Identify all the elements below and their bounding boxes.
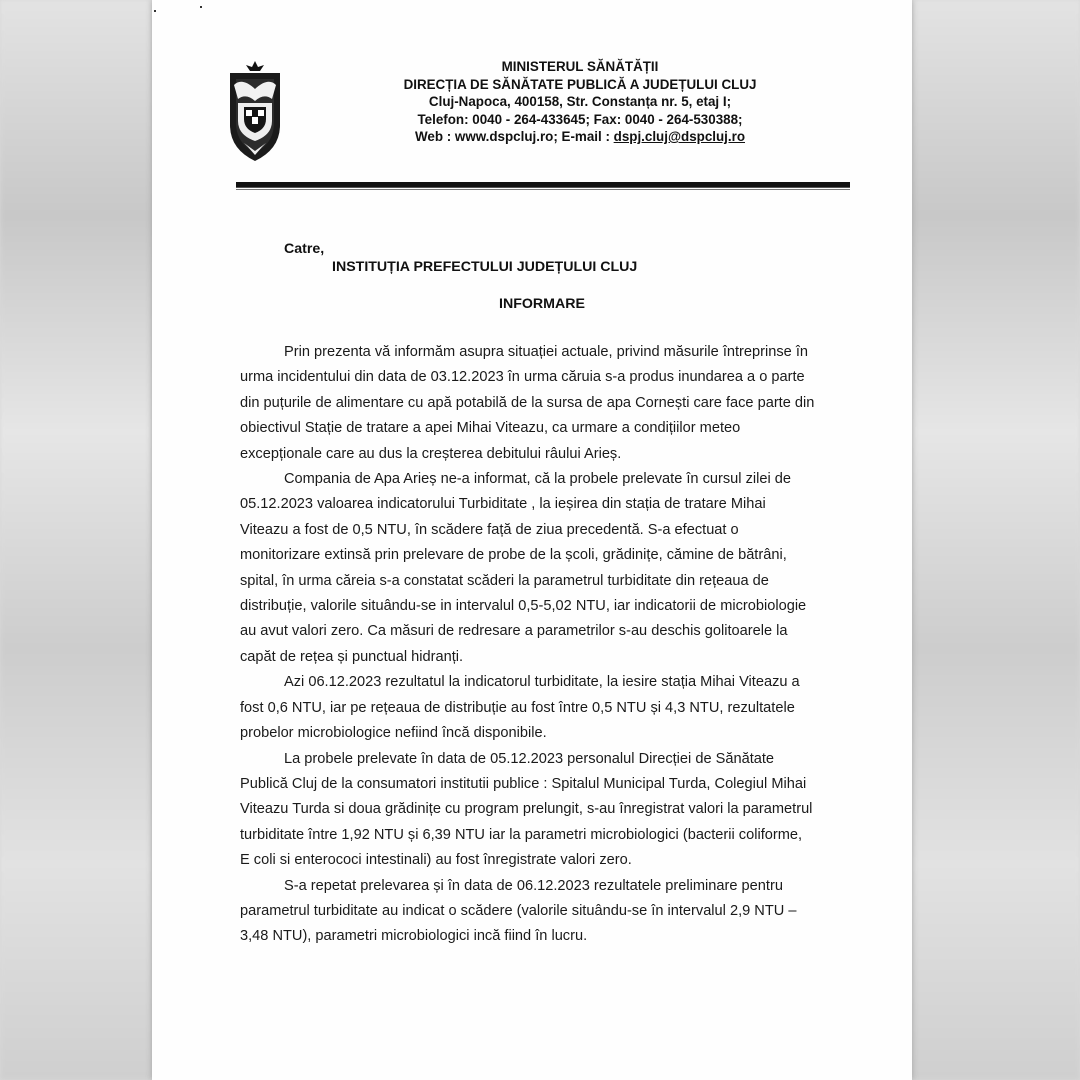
paragraph-line: turbiditate între 1,92 NTU și 6,39 NTU iar la parametri microbiologici (bacterii coliforme, [240, 826, 803, 843]
body-paragraph [240, 340, 836, 467]
romanian-coat-of-arms-icon [222, 55, 288, 163]
directorate-name: DIRECȚIA DE SĂNĂTATE PUBLICĂ A JUDEȚULUI CLUJ [403, 76, 757, 92]
body-paragraph [240, 670, 836, 746]
web-label: Web : www.dspcluj.ro; E-mail : [414, 129, 614, 144]
paragraph-line: spital, în urma căreia s-a constatat scăderi la parametrul turbiditate din rețeaua de [240, 572, 769, 589]
ministry-name: MINISTERUL SĂNĂTĂȚII [501, 59, 659, 74]
paragraph-line: Viteazu a fost de 0,5 NTU, în scădere față de ziua precedentă. S-a efectuat o [240, 521, 739, 538]
email-link[interactable]: dspj.cluj@dspcluj.ro [613, 129, 745, 144]
paragraph-line: E coli si enterococi intestinali) au fost înregistrate valori zero. [240, 852, 632, 869]
body-paragraph [240, 747, 836, 874]
document-body [240, 340, 836, 950]
header-divider [236, 182, 850, 188]
paragraph-line: capăt de rețea și punctual hidranți. [240, 648, 464, 665]
paragraph-line: monitorizare extinsă prin prelevare de probe de la școli, grădinițe, cămine de bătrâni, [240, 547, 787, 564]
paragraph-line: 3,48 NTU), parametri microbiologici incă fiind în lucru. [240, 928, 588, 945]
document-page [152, 0, 912, 1080]
body-paragraph [240, 467, 836, 670]
paragraph-line: Compania de Apa Arieș ne-a informat, că la probele prelevate în cursul zilei de [284, 471, 792, 488]
paragraph-line: obiectivul Stație de tratare a apei Mihai Viteazu, ca urmare a condițiilor meteo [240, 420, 741, 437]
paragraph-line: Publică Cluj de la consumatori institutii publice : Spitalul Municipal Turda, Colegiul Mihai [240, 775, 807, 792]
paragraph-line: urma incidentului din data de 03.12.2023 în urma căruia s-a produs inundarea a o parte [240, 369, 805, 386]
paragraph-line: Prin prezenta vă informăm asupra situației actuale, privind măsurile întreprinse în [284, 344, 808, 360]
web-email-line [300, 128, 860, 146]
paragraph-line: din puțurile de alimentare cu apă potabilă de la sursa de apa Cornești care face parte din [240, 394, 815, 411]
phone-fax-line: Telefon: 0040 - 264-433645; Fax: 0040 - 264-530388; [417, 111, 743, 127]
paragraph-line: Viteazu Turda si doua grădinițe cu program prelungit, s-au înregistrat valori la parametrul [240, 801, 813, 818]
paragraph-line: La probele prelevate în data de 05.12.2023 personalul Direcției de Sănătate [284, 750, 775, 767]
blurred-background-right [912, 0, 1080, 1080]
paragraph-line: probelor microbiologice nefiind încă disponibile. [240, 725, 547, 742]
blurred-background-left [0, 0, 152, 1080]
letterhead [300, 58, 860, 146]
paragraph-line: Azi 06.12.2023 rezultatul la indicatorul turbiditate, la iesire stația Mihai Viteazu a [284, 674, 800, 691]
scan-speck [200, 6, 202, 8]
paragraph-line: distribuție, valorile situându-se in intervalul 0,5-5,02 NTU, iar indicatorii de microbiologie [240, 598, 807, 615]
paragraph-line: S-a repetat prelevarea și în data de 06.12.2023 rezultatele preliminare pentru [284, 877, 783, 894]
document-title: INFORMARE [499, 296, 585, 312]
paragraph-line: fost 0,6 NTU, iar pe rețeaua de distribuție au fost între 0,5 NTU și 4,3 NTU, rezultatele [240, 699, 795, 716]
paragraph-line: parametrul turbiditate au indicat o scădere (valorile situându-se în intervalul 2,9 NTU – [240, 902, 797, 919]
scan-speck [154, 10, 156, 12]
paragraph-line: au avut valori zero. Ca măsuri de redresare a parametrilor s-au deschis golitoarele la [240, 623, 788, 640]
body-paragraph [240, 874, 836, 950]
addressee-label: Catre, [284, 241, 325, 257]
addressee-name: INSTITUȚIA PREFECTULUI JUDEȚULUI CLUJ [332, 259, 638, 275]
paragraph-line: excepționale care au dus la creșterea debitului râului Arieș. [240, 445, 622, 462]
paragraph-line: 05.12.2023 valoarea indicatorului Turbiditate , la ieșirea din stația de tratare Mihai [240, 496, 766, 513]
address-line: Cluj-Napoca, 400158, Str. Constanța nr. 5, etaj I; [428, 94, 732, 109]
